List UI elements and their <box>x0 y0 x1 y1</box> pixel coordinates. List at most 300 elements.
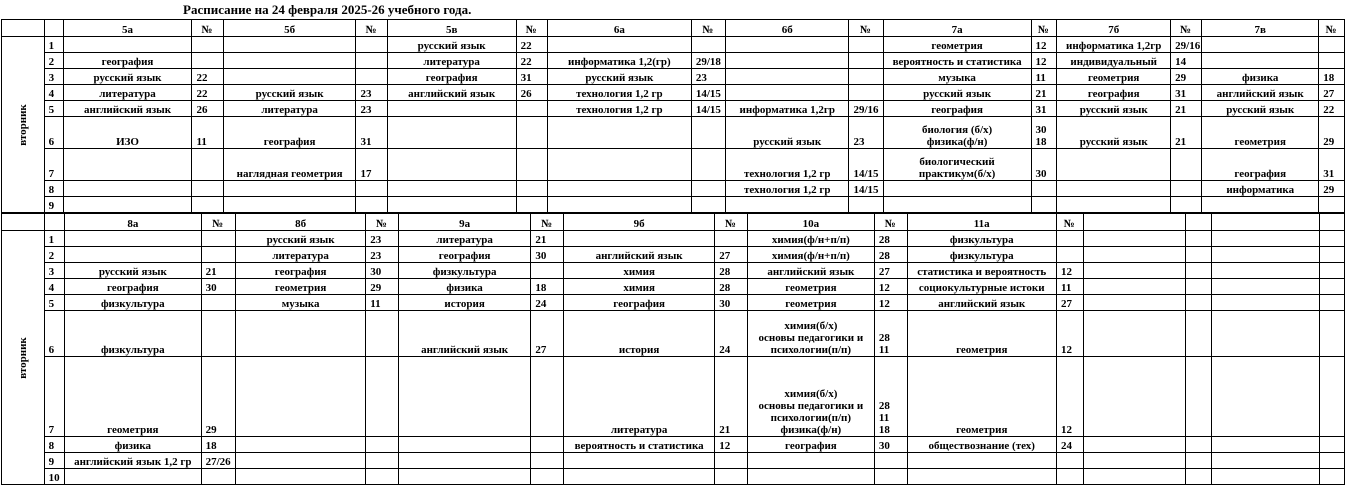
room-cell <box>1186 311 1211 357</box>
class-header: 5а <box>63 20 192 37</box>
subject-cell <box>747 311 874 357</box>
subject-cell: география <box>223 117 356 149</box>
lesson-row <box>2 279 1345 295</box>
subject-cell <box>398 469 531 485</box>
room-cell <box>366 311 399 357</box>
room-cell: 29 <box>366 279 399 295</box>
room-cell <box>366 453 399 469</box>
subject-cell <box>387 117 516 149</box>
subject-cell: информатика <box>1202 181 1319 197</box>
room-cell <box>715 469 748 485</box>
subject-cell <box>1083 469 1186 485</box>
room-cell: 21 <box>1171 117 1202 149</box>
subject-cell: география <box>63 53 192 69</box>
page-title: Расписание на 24 февраля 2025-26 учебного года. <box>183 2 472 17</box>
subject-cell: геометрия <box>907 357 1056 437</box>
subject-cell: информатика 1,2гр <box>726 101 849 117</box>
room-cell <box>356 53 387 69</box>
subject-cell <box>547 149 691 181</box>
subject-cell: физика <box>1202 69 1319 85</box>
subject-cell: русский язык <box>65 263 202 279</box>
room-cell: 22 <box>516 53 547 69</box>
room-cell <box>849 197 883 213</box>
subject-cell <box>747 357 874 437</box>
subject-cell: геометрия <box>1202 117 1319 149</box>
subject-cell <box>223 69 356 85</box>
room-cell <box>1186 437 1211 453</box>
room-cell <box>531 453 564 469</box>
subject-cell <box>387 197 516 213</box>
room-cell <box>1056 231 1083 247</box>
room-cell: 24 <box>1056 437 1083 453</box>
schedule-table-bottom <box>1 213 1345 485</box>
lesson-number: 3 <box>44 69 63 85</box>
subject-cell: музыка <box>883 69 1031 85</box>
room-cell: 22 <box>192 85 223 101</box>
subject-cell <box>547 117 691 149</box>
subject-cell <box>726 197 849 213</box>
room-cell <box>1186 295 1211 311</box>
subject-cell <box>65 469 202 485</box>
lesson-row <box>2 453 1345 469</box>
subject-cell <box>564 469 715 485</box>
room-cell <box>691 181 725 197</box>
room-cell: 27 <box>715 247 748 263</box>
subject-cell <box>1202 197 1319 213</box>
room-cell: 23 <box>366 231 399 247</box>
subject-cell <box>236 437 366 453</box>
room-header: № <box>201 214 235 231</box>
subject-cell: социокультурные истоки <box>907 279 1056 295</box>
room-cell <box>849 37 883 53</box>
room-cell: 29/18 <box>691 53 725 69</box>
room-cell <box>516 101 547 117</box>
day-label-cell <box>2 231 45 485</box>
class-header: 11а <box>907 214 1056 231</box>
subject-cell <box>726 85 849 101</box>
room-cell: 23 <box>849 117 883 149</box>
subject-cell <box>1211 469 1319 485</box>
room-cell: 12 <box>874 279 907 295</box>
class-header: 10а <box>747 214 874 231</box>
subject-cell <box>726 53 849 69</box>
subject-cell: химия(ф/н+п/п) <box>747 247 874 263</box>
subject-cell <box>65 231 202 247</box>
room-header: № <box>849 20 883 37</box>
subject-cell <box>1083 295 1186 311</box>
room-cell: 21 <box>1031 85 1057 101</box>
room-cell: 31 <box>356 117 387 149</box>
room-cell: 21 <box>715 357 748 437</box>
subject-cell: литература <box>387 53 516 69</box>
subject-cell <box>1057 181 1171 197</box>
subject-cell: литература <box>63 85 192 101</box>
room-cell <box>201 311 235 357</box>
room-cell: 27 <box>1056 295 1083 311</box>
room-cell <box>1031 181 1057 197</box>
cell-line: 18 <box>878 424 890 436</box>
subject-cell <box>1057 197 1171 213</box>
class-header: 6а <box>547 20 691 37</box>
class-header: 7б <box>1057 20 1171 37</box>
room-cell: 29 <box>1171 69 1202 85</box>
cell-line: 11 <box>878 344 890 356</box>
lesson-row <box>2 437 1345 453</box>
subject-cell: английский язык <box>907 295 1056 311</box>
room-cell: 23 <box>366 247 399 263</box>
room-cell: 30 <box>715 295 748 311</box>
subject-cell: английский язык <box>63 101 192 117</box>
room-cell <box>366 357 399 437</box>
subject-cell: геометрия <box>747 295 874 311</box>
subject-cell <box>907 453 1056 469</box>
subject-cell: физика <box>398 279 531 295</box>
lesson-row <box>2 263 1345 279</box>
room-header: № <box>1319 20 1345 37</box>
room-cell <box>201 295 235 311</box>
subject-cell <box>65 247 202 263</box>
room-cell: 29/16 <box>849 101 883 117</box>
subject-cell: физкультура <box>398 263 531 279</box>
room-cell <box>1186 357 1211 437</box>
room-cell <box>849 69 883 85</box>
subject-cell: русский язык <box>236 231 366 247</box>
room-cell <box>516 149 547 181</box>
subject-cell: вероятность и статистика <box>883 53 1031 69</box>
subject-cell: история <box>564 311 715 357</box>
subject-cell: технология 1,2 гр <box>726 149 849 181</box>
cell-line: 30 <box>1035 124 1047 136</box>
room-cell <box>1031 117 1057 149</box>
room-cell <box>1319 311 1344 357</box>
room-cell: 18 <box>1319 69 1345 85</box>
subject-cell: английский язык <box>1202 85 1319 101</box>
room-header: № <box>356 20 387 37</box>
subject-cell: геометрия <box>907 311 1056 357</box>
room-cell: 11 <box>1031 69 1057 85</box>
room-header: № <box>1031 20 1057 37</box>
subject-cell <box>1211 311 1319 357</box>
subject-cell: химия <box>564 263 715 279</box>
room-cell <box>1186 247 1211 263</box>
room-header: № <box>516 20 547 37</box>
subject-cell: литература <box>223 101 356 117</box>
subject-cell: вероятность и статистика <box>564 437 715 453</box>
room-header: № <box>531 214 564 231</box>
subject-cell <box>387 181 516 197</box>
subject-cell: физкультура <box>65 295 202 311</box>
lesson-row <box>2 197 1345 213</box>
lesson-number: 5 <box>44 101 63 117</box>
subject-cell <box>883 181 1031 197</box>
room-cell <box>356 69 387 85</box>
room-cell <box>192 149 223 181</box>
subject-cell: русский язык <box>63 69 192 85</box>
subject-cell: география <box>564 295 715 311</box>
subject-cell <box>236 453 366 469</box>
room-cell <box>192 181 223 197</box>
subject-cell <box>1211 279 1319 295</box>
room-cell <box>1171 197 1202 213</box>
room-cell <box>1186 453 1211 469</box>
subject-cell <box>907 469 1056 485</box>
room-cell: 23 <box>356 85 387 101</box>
class-header: 5в <box>387 20 516 37</box>
room-cell: 28 <box>874 247 907 263</box>
room-cell: 31 <box>516 69 547 85</box>
room-cell <box>1186 263 1211 279</box>
room-cell <box>516 181 547 197</box>
class-header: 8б <box>236 214 366 231</box>
room-cell: 11 <box>192 117 223 149</box>
subject-cell: физкультура <box>65 311 202 357</box>
room-cell <box>1186 279 1211 295</box>
room-header: № <box>874 214 907 231</box>
room-header: № <box>691 20 725 37</box>
subject-cell: география <box>398 247 531 263</box>
cell-line: 28 <box>878 332 890 344</box>
subject-cell: русский язык <box>387 37 516 53</box>
room-cell <box>1319 247 1344 263</box>
room-header <box>1186 214 1211 231</box>
class-header: 9а <box>398 214 531 231</box>
corner-cell <box>44 214 64 231</box>
lesson-number: 5 <box>44 295 64 311</box>
room-header: № <box>1171 20 1202 37</box>
subject-cell: английский язык <box>564 247 715 263</box>
subject-cell: физика <box>65 437 202 453</box>
subject-cell: русский язык <box>1057 101 1171 117</box>
room-header <box>1319 214 1344 231</box>
room-cell: 26 <box>192 101 223 117</box>
subject-cell: технология 1,2 гр <box>726 181 849 197</box>
cell-line: химия(б/х) <box>784 388 838 400</box>
cell-line: психологии(п/п) <box>770 412 852 424</box>
class-header: 6б <box>726 20 849 37</box>
subject-cell: английский язык 1,2 гр <box>65 453 202 469</box>
cell-line: 11 <box>878 412 890 424</box>
subject-cell: обществознание (тех) <box>907 437 1056 453</box>
subject-cell: физкультура <box>907 247 1056 263</box>
subject-cell: литература <box>564 357 715 437</box>
subject-cell: физкультура <box>907 231 1056 247</box>
class-header: 7а <box>883 20 1031 37</box>
subject-cell <box>223 53 356 69</box>
room-cell <box>192 37 223 53</box>
lesson-row <box>2 181 1345 197</box>
subject-cell: русский язык <box>726 117 849 149</box>
room-cell <box>1171 181 1202 197</box>
lesson-number: 7 <box>44 357 64 437</box>
room-cell <box>691 117 725 149</box>
subject-cell <box>883 149 1031 181</box>
room-cell: 23 <box>356 101 387 117</box>
class-header: 5б <box>223 20 356 37</box>
subject-cell: химия <box>564 279 715 295</box>
cell-line: физика(ф/н) <box>926 136 988 148</box>
room-cell <box>192 53 223 69</box>
subject-cell <box>747 469 874 485</box>
room-cell: 21 <box>1171 101 1202 117</box>
room-cell: 27 <box>1319 85 1345 101</box>
room-cell: 12 <box>1056 263 1083 279</box>
room-cell <box>715 231 748 247</box>
cell-line: основы педагогики и <box>758 400 864 412</box>
subject-cell: геометрия <box>65 357 202 437</box>
corner-cell <box>44 20 63 37</box>
subject-cell <box>1083 247 1186 263</box>
lesson-row <box>2 231 1345 247</box>
room-cell: 11 <box>366 295 399 311</box>
subject-cell: русский язык <box>547 69 691 85</box>
lesson-number: 2 <box>44 53 63 69</box>
lesson-row <box>2 53 1345 69</box>
subject-cell: география <box>883 101 1031 117</box>
cell-line: 18 <box>1035 136 1047 148</box>
subject-cell: английский язык <box>387 85 516 101</box>
subject-cell <box>1083 357 1186 437</box>
subject-cell: наглядная геометрия <box>223 149 356 181</box>
subject-cell <box>1211 453 1319 469</box>
room-cell: 24 <box>715 311 748 357</box>
day-label-cell <box>2 37 45 213</box>
cell-line: 28 <box>878 400 890 412</box>
header-row <box>2 20 1345 37</box>
subject-cell: география <box>1202 149 1319 181</box>
room-cell <box>1319 469 1344 485</box>
room-cell: 30 <box>874 437 907 453</box>
subject-cell <box>1083 311 1186 357</box>
subject-cell: геометрия <box>747 279 874 295</box>
room-cell: 17 <box>356 149 387 181</box>
subject-cell: география <box>387 69 516 85</box>
subject-cell: русский язык <box>223 85 356 101</box>
room-cell <box>1319 197 1345 213</box>
subject-cell: литература <box>236 247 366 263</box>
subject-cell <box>1083 231 1186 247</box>
lesson-number: 6 <box>44 117 63 149</box>
room-cell: 29 <box>1319 181 1345 197</box>
day-label: вторник <box>16 336 29 379</box>
subject-cell <box>1057 149 1171 181</box>
room-cell <box>1186 469 1211 485</box>
room-cell: 12 <box>715 437 748 453</box>
subject-cell <box>398 453 531 469</box>
subject-cell: английский язык <box>747 263 874 279</box>
room-cell: 27 <box>531 311 564 357</box>
subject-cell: информатика 1,2(гр) <box>547 53 691 69</box>
subject-cell <box>398 437 531 453</box>
room-cell: 21 <box>531 231 564 247</box>
room-cell <box>356 181 387 197</box>
room-cell: 12 <box>1031 53 1057 69</box>
schedule-table-top <box>1 19 1345 213</box>
room-cell <box>691 197 725 213</box>
lesson-row <box>2 85 1345 101</box>
corner-cell <box>2 20 45 37</box>
header-row <box>2 214 1345 231</box>
lesson-number: 9 <box>44 197 63 213</box>
room-cell: 29 <box>1319 117 1345 149</box>
subject-cell <box>223 181 356 197</box>
room-cell: 14/15 <box>849 149 883 181</box>
subject-cell: химия(ф/н+п/п) <box>747 231 874 247</box>
room-cell <box>531 437 564 453</box>
room-cell <box>366 469 399 485</box>
subject-cell <box>883 117 1031 149</box>
subject-cell: технология 1,2 гр <box>547 85 691 101</box>
subject-cell: индивидуальный <box>1057 53 1171 69</box>
subject-cell <box>1211 247 1319 263</box>
room-cell <box>691 37 725 53</box>
subject-cell <box>223 197 356 213</box>
subject-cell <box>236 311 366 357</box>
room-cell: 22 <box>516 37 547 53</box>
subject-cell <box>1202 37 1319 53</box>
room-cell: 22 <box>192 69 223 85</box>
cell-line: психологии(п/п) <box>770 344 852 356</box>
subject-cell: геометрия <box>236 279 366 295</box>
lesson-row <box>2 247 1345 263</box>
room-cell: 11 <box>1056 279 1083 295</box>
cell-line: биология (б/х) <box>921 124 993 136</box>
subject-cell <box>1083 437 1186 453</box>
room-cell <box>366 437 399 453</box>
room-cell: 30 <box>366 263 399 279</box>
subject-cell <box>1202 53 1319 69</box>
subject-cell <box>63 149 192 181</box>
room-cell <box>874 453 907 469</box>
room-cell: 21 <box>201 263 235 279</box>
room-cell <box>201 247 235 263</box>
lesson-row <box>2 69 1345 85</box>
subject-cell <box>1083 263 1186 279</box>
room-cell: 26 <box>516 85 547 101</box>
room-cell: 31 <box>1171 85 1202 101</box>
class-header: 8а <box>65 214 202 231</box>
subject-cell: информатика 1,2гр <box>1057 37 1171 53</box>
lesson-number: 8 <box>44 181 63 197</box>
subject-cell: статистика и вероятность <box>907 263 1056 279</box>
subject-cell <box>387 101 516 117</box>
room-header: № <box>1056 214 1083 231</box>
room-cell <box>1056 247 1083 263</box>
subject-cell: география <box>1057 85 1171 101</box>
subject-cell <box>564 231 715 247</box>
room-cell <box>715 453 748 469</box>
subject-cell: русский язык <box>1202 101 1319 117</box>
subject-cell <box>63 181 192 197</box>
room-cell: 28 <box>715 263 748 279</box>
room-cell: 14 <box>1171 53 1202 69</box>
subject-cell <box>883 197 1031 213</box>
subject-cell <box>564 453 715 469</box>
cell-line: основы педагогики и <box>758 332 864 344</box>
lesson-number: 1 <box>44 231 64 247</box>
room-cell: 28 <box>874 231 907 247</box>
subject-cell: география <box>65 279 202 295</box>
room-cell: 31 <box>1319 149 1345 181</box>
room-cell: 29/16 <box>1171 37 1202 53</box>
subject-cell <box>547 197 691 213</box>
room-cell <box>1319 295 1344 311</box>
subject-cell <box>63 37 192 53</box>
subject-cell <box>63 197 192 213</box>
room-cell <box>356 37 387 53</box>
lesson-number: 9 <box>44 453 64 469</box>
lesson-row <box>2 357 1345 437</box>
subject-cell <box>1211 437 1319 453</box>
